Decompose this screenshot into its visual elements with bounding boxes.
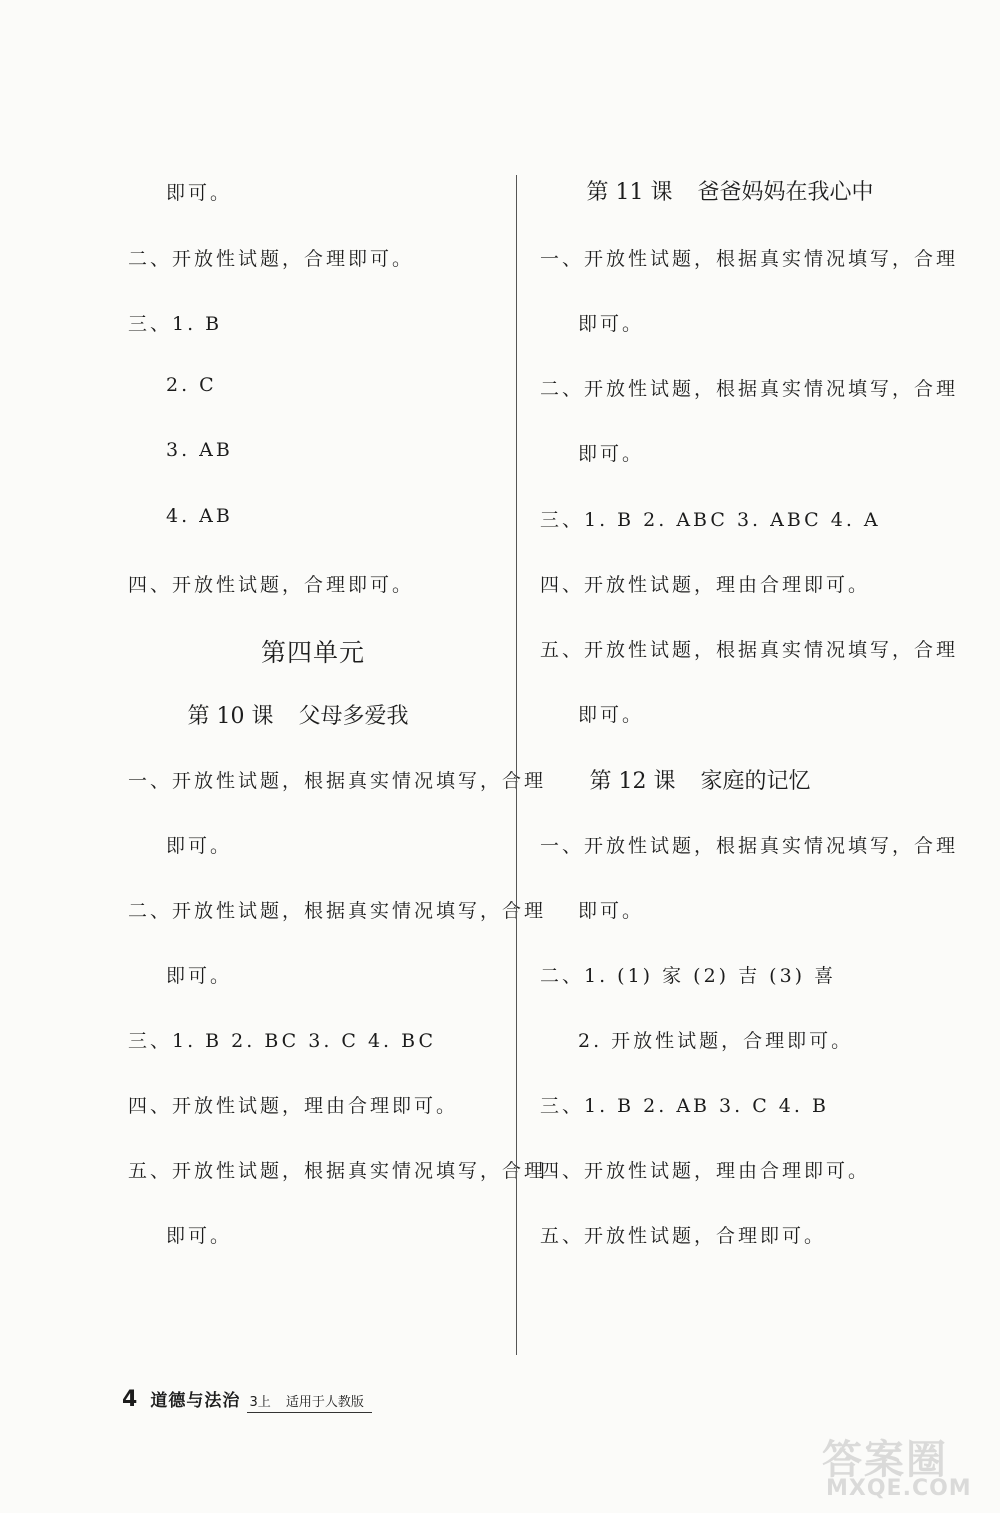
- answer-line: 即可。: [578, 900, 645, 922]
- answer-line: 四、开放性试题，理由合理即可。: [540, 574, 871, 596]
- answer-line: 3. AB: [166, 439, 233, 461]
- answer-line: 即可。: [578, 443, 645, 465]
- answer-line: 即可。: [166, 965, 233, 987]
- answer-line: 三、1. B 2. AB 3. C 4. B: [540, 1095, 829, 1117]
- answer-line: 即可。: [166, 835, 233, 857]
- answer-line: 2. 开放性试题，合理即可。: [578, 1030, 854, 1052]
- lesson-name: 家庭的记忆: [700, 769, 811, 794]
- lesson-name: 爸爸妈妈在我心中: [697, 180, 874, 205]
- lesson-name: 父母多爱我: [298, 704, 409, 729]
- answer-line: 4. AB: [166, 505, 233, 527]
- lesson-title: [128, 699, 468, 730]
- lesson-number: 第 10 课: [187, 704, 274, 729]
- answer-line: 2. C: [166, 374, 217, 396]
- page-number: 4: [122, 1387, 138, 1412]
- answer-line: 二、1. (1) 家 (2) 吉 (3) 喜: [540, 965, 837, 987]
- answer-line: 五、开放性试题，根据真实情况填写，合理: [128, 1160, 547, 1182]
- book-title: 道德与法治: [150, 1391, 241, 1411]
- lesson-number: 第 11 课: [586, 180, 673, 205]
- grade-label: 3上: [249, 1395, 271, 1410]
- answer-line: 三、1. B 2. BC 3. C 4. BC: [128, 1030, 436, 1052]
- footer-rule: [247, 1412, 372, 1413]
- answer-line: 五、开放性试题，合理即可。: [540, 1225, 827, 1247]
- lesson-title: [550, 175, 910, 206]
- answer-line: 即可。: [166, 1225, 233, 1247]
- answer-line: 四、开放性试题，理由合理即可。: [128, 1095, 459, 1117]
- answer-line: 三、1. B 2. ABC 3. ABC 4. A: [540, 509, 881, 531]
- answer-line: 一、开放性试题，根据真实情况填写，合理: [128, 770, 547, 792]
- edition-label: 适用于人教版: [285, 1395, 364, 1410]
- unit-title: 第四单元: [260, 638, 365, 667]
- answer-line: 一、开放性试题，根据真实情况填写，合理: [540, 248, 959, 270]
- answer-line: 四、开放性试题，理由合理即可。: [540, 1160, 871, 1182]
- watermark-text: 答案圈: [822, 1437, 948, 1483]
- answer-line: 四、开放性试题，合理即可。: [128, 574, 415, 596]
- answer-line: 二、开放性试题，根据真实情况填写，合理: [128, 900, 547, 922]
- lesson-number: 第 12 课: [589, 769, 676, 794]
- watermark-logo: [812, 1428, 992, 1503]
- answer-line: 即可。: [578, 704, 645, 726]
- lesson-title: [540, 764, 860, 795]
- answer-line: 即可。: [578, 313, 645, 335]
- answer-line: 即可。: [166, 182, 233, 204]
- answer-line: 五、开放性试题，根据真实情况填写，合理: [540, 639, 959, 661]
- answer-line: 二、开放性试题，根据真实情况填写，合理: [540, 378, 959, 400]
- column-divider: [516, 175, 517, 1355]
- watermark-url: MXQE.COM: [826, 1476, 972, 1501]
- answer-line: 三、1. B: [128, 313, 223, 335]
- answer-line: 一、开放性试题，根据真实情况填写，合理: [540, 835, 959, 857]
- answer-line: 二、开放性试题，合理即可。: [128, 248, 415, 270]
